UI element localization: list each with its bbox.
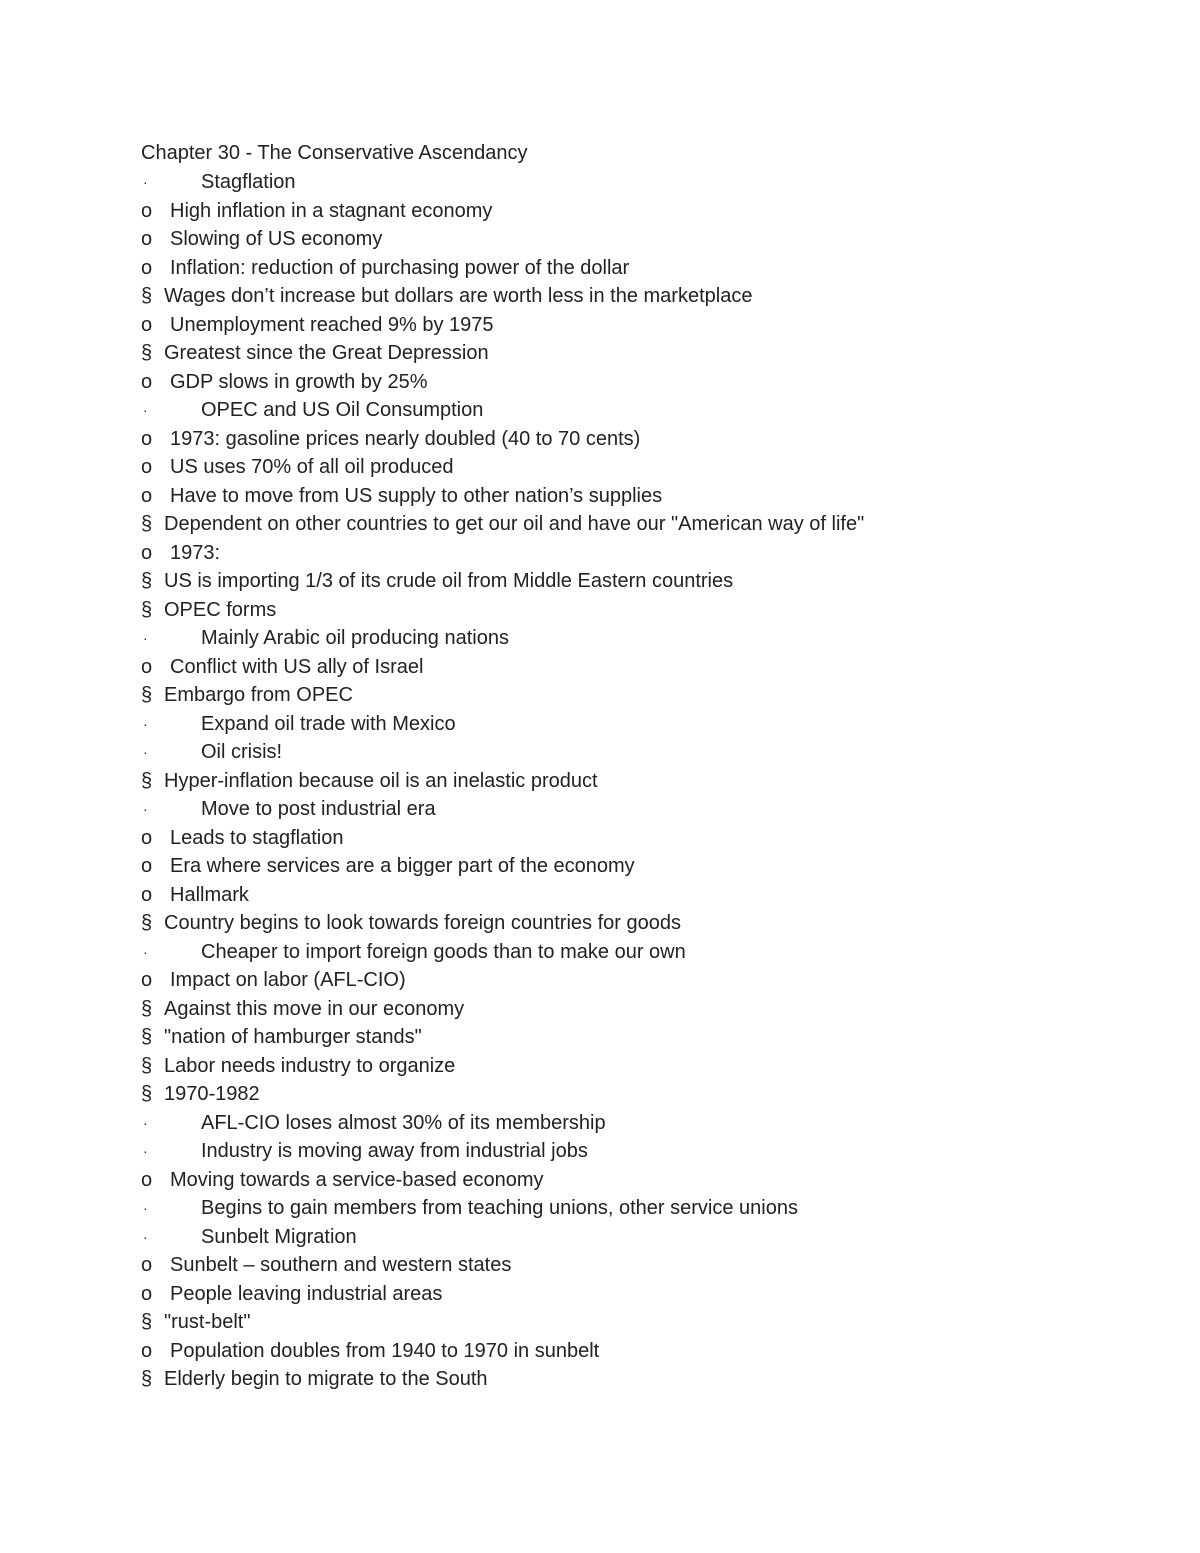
outline-item-text: Cheaper to import foreign goods than to make our own xyxy=(201,940,686,963)
outline-item xyxy=(141,1052,1141,1081)
outline-item-text: Expand oil trade with Mexico xyxy=(201,712,456,735)
outline-item xyxy=(141,510,1141,539)
outline-item xyxy=(141,225,1141,254)
outline-item-text: Greatest since the Great Depression xyxy=(164,342,489,364)
outline-item xyxy=(141,909,1141,938)
outline-item xyxy=(141,425,1141,454)
outline-item-text: OPEC forms xyxy=(164,598,277,621)
outline-item xyxy=(141,197,1141,226)
outline-item-text: Dependent on other countries to get our oil and have our "American way of life" xyxy=(164,513,865,535)
bullet-marker: § xyxy=(141,1083,153,1105)
outline-item xyxy=(141,539,1141,568)
outline-item xyxy=(141,1023,1141,1052)
outline-item xyxy=(141,482,1141,511)
outline-item-text: Leads to stagflation xyxy=(170,826,344,849)
bullet-marker: · xyxy=(143,943,148,960)
outline-item-text: Conflict with US ally of Israel xyxy=(170,655,424,678)
outline-item-text: Embargo from OPEC xyxy=(164,684,353,706)
outline-item xyxy=(141,1223,1141,1252)
outline-item xyxy=(141,738,1141,767)
outline-item-text: Sunbelt – southern and western states xyxy=(170,1254,512,1276)
outline-item-text: People leaving industrial areas xyxy=(170,1282,443,1305)
bullet-marker: · xyxy=(143,1114,148,1131)
outline-item xyxy=(141,1308,1141,1337)
outline-item xyxy=(141,453,1141,482)
outline-item-text: Oil crisis! xyxy=(201,741,283,763)
outline-item xyxy=(141,1365,1141,1394)
bullet-marker: · xyxy=(143,715,148,732)
bullet-marker: · xyxy=(143,402,148,418)
outline-item xyxy=(141,624,1141,653)
outline-item xyxy=(141,767,1141,796)
outline-item-text: "nation of hamburger stands" xyxy=(164,1026,422,1048)
bullet-marker: o xyxy=(141,456,153,478)
bullet-marker: · xyxy=(143,1228,148,1245)
outline-item xyxy=(141,852,1141,881)
bullet-marker: o xyxy=(141,826,153,849)
outline-item-text: Country begins to look towards foreign countries for goods xyxy=(164,912,681,934)
outline-item xyxy=(141,653,1141,682)
outline-item-text: "rust-belt" xyxy=(164,1311,251,1333)
outline-item xyxy=(141,1251,1141,1280)
outline-item xyxy=(141,881,1141,910)
outline-item-text: US is importing 1/3 of its crude oil from Middle Eastern countries xyxy=(164,570,734,592)
bullet-marker: · xyxy=(143,1200,148,1216)
outline-item xyxy=(141,795,1141,824)
bullet-marker: · xyxy=(143,174,148,190)
outline-item xyxy=(141,1194,1141,1223)
outline-item xyxy=(141,168,1141,197)
outline-item xyxy=(141,1280,1141,1309)
bullet-marker: · xyxy=(143,801,148,817)
bullet-marker: o xyxy=(141,541,153,564)
outline-item-text: Labor needs industry to organize xyxy=(164,1054,456,1077)
bullet-marker: § xyxy=(141,342,153,364)
bullet-marker: § xyxy=(141,769,153,792)
bullet-marker: § xyxy=(141,997,153,1020)
bullet-marker: o xyxy=(141,370,153,393)
bullet-marker: § xyxy=(141,513,153,535)
bullet-marker: § xyxy=(141,912,153,934)
outline-item xyxy=(141,311,1141,340)
outline-item xyxy=(141,396,1141,425)
outline-item-text: Against this move in our economy xyxy=(164,997,465,1020)
outline-item-text: Elderly begin to migrate to the South xyxy=(164,1368,488,1390)
outline-item-text: OPEC and US Oil Consumption xyxy=(201,399,484,421)
outline-item-text: Wages don’t increase but dollars are worth less in the marketplace xyxy=(164,285,753,307)
bullet-marker: o xyxy=(141,883,153,906)
bullet-marker: § xyxy=(141,1311,153,1333)
outline-item xyxy=(141,339,1141,368)
bullet-marker: § xyxy=(141,285,153,307)
outline-item-text: 1970-1982 xyxy=(164,1083,260,1105)
outline-item xyxy=(141,596,1141,625)
outline-item-text: Move to post industrial era xyxy=(201,798,436,820)
outline-item xyxy=(141,966,1141,995)
outline-item xyxy=(141,1337,1141,1366)
outline-item-text: GDP slows in growth by 25% xyxy=(170,370,428,393)
bullet-marker: § xyxy=(141,570,153,592)
outline-item xyxy=(141,681,1141,710)
bullet-marker: o xyxy=(141,1339,153,1362)
outline-item xyxy=(141,567,1141,596)
outline-item xyxy=(141,368,1141,397)
bullet-marker: o xyxy=(141,228,153,250)
outline-item-text: Hallmark xyxy=(170,883,249,906)
outline-item-text: Era where services are a bigger part of the economy xyxy=(170,855,635,877)
outline-item xyxy=(141,710,1141,739)
outline-item-text: 1973: gasoline prices nearly doubled (40 to 70 cents) xyxy=(170,427,641,450)
bullet-marker: § xyxy=(141,684,153,706)
bullet-marker: o xyxy=(141,1254,153,1276)
bullet-marker: o xyxy=(141,199,153,222)
bullet-marker: § xyxy=(141,1368,153,1390)
outline-item-text: Slowing of US economy xyxy=(170,228,383,250)
bullet-marker: o xyxy=(141,855,153,877)
outline-item-text: AFL-CIO loses almost 30% of its membership xyxy=(201,1111,606,1134)
outline-item xyxy=(141,1109,1141,1138)
bullet-marker: o xyxy=(141,1168,153,1191)
outline-item xyxy=(141,1137,1141,1166)
outline-item-text: Population doubles from 1940 to 1970 in sunbelt xyxy=(170,1339,600,1362)
outline-item-text: High inflation in a stagnant economy xyxy=(170,199,493,222)
outline-item xyxy=(141,995,1141,1024)
bullet-marker: § xyxy=(141,1054,153,1077)
outline-item xyxy=(141,824,1141,853)
outline-item-text: US uses 70% of all oil produced xyxy=(170,456,454,478)
outline-item-text: Mainly Arabic oil producing nations xyxy=(201,627,509,649)
bullet-marker: · xyxy=(143,630,148,646)
bullet-marker: o xyxy=(141,1282,153,1305)
bullet-marker: § xyxy=(141,1026,153,1048)
outline-item-text: Hyper-inflation because oil is an inelastic product xyxy=(164,769,598,792)
bullet-marker: · xyxy=(143,744,148,760)
outline-item-text: Sunbelt Migration xyxy=(201,1225,357,1248)
document-content xyxy=(141,139,1141,1394)
document-title: Chapter 30 - The Conservative Ascendancy xyxy=(141,142,528,164)
bullet-marker: o xyxy=(141,313,153,336)
outline-list xyxy=(141,168,1141,1394)
bullet-marker: o xyxy=(141,484,153,507)
outline-item-text: Industry is moving away from industrial jobs xyxy=(201,1140,588,1162)
outline-item xyxy=(141,938,1141,967)
bullet-marker: o xyxy=(141,256,153,279)
outline-item-text: Begins to gain members from teaching unions, other service unions xyxy=(201,1197,798,1219)
outline-item-text: Unemployment reached 9% by 1975 xyxy=(170,313,494,336)
outline-item xyxy=(141,282,1141,311)
bullet-marker: o xyxy=(141,969,153,991)
outline-item-text: Impact on labor (AFL-CIO) xyxy=(170,969,406,991)
bullet-marker: o xyxy=(141,427,153,450)
outline-item xyxy=(141,254,1141,283)
bullet-marker: o xyxy=(141,655,153,678)
bullet-marker: § xyxy=(141,598,153,621)
outline-item xyxy=(141,1166,1141,1195)
outline-item-text: Moving towards a service-based economy xyxy=(170,1168,544,1191)
outline-item-text: 1973: xyxy=(170,541,221,564)
outline-item-text: Inflation: reduction of purchasing power of the dollar xyxy=(170,256,630,279)
bullet-marker: · xyxy=(143,1143,148,1159)
outline-item-text: Have to move from US supply to other nation’s supplies xyxy=(170,484,663,507)
outline-item-text: Stagflation xyxy=(201,171,296,193)
outline-item xyxy=(141,1080,1141,1109)
